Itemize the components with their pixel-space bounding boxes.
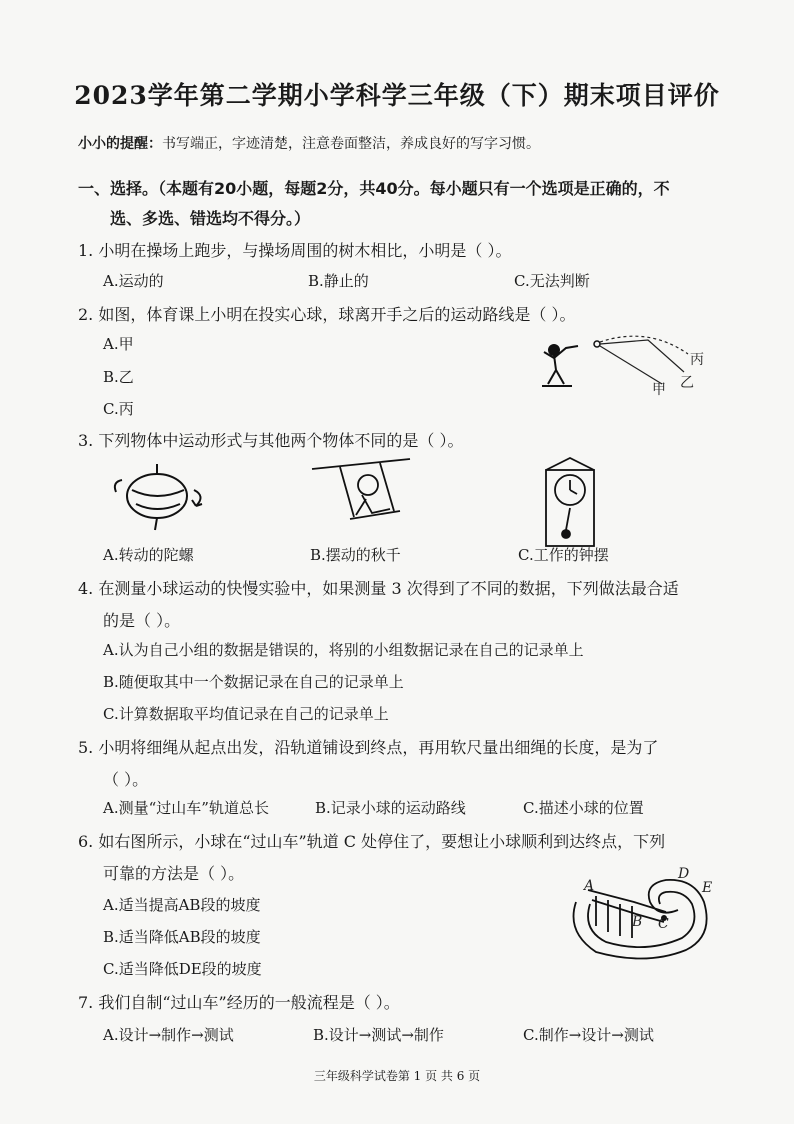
section-heading-line2: 选、多选、错选均不得分。） xyxy=(110,209,311,228)
reminder-label: 小小的提醒： xyxy=(78,136,162,152)
fig-label-e: E xyxy=(702,880,713,896)
fig-label-b: B xyxy=(632,914,643,930)
fig-label-bing: 丙 xyxy=(690,352,704,368)
reminder xyxy=(78,133,540,153)
swing-figure xyxy=(310,455,420,545)
page-footer: 三年级科学试卷第 1 页 共 6 页 xyxy=(313,1069,481,1083)
question-2-option-b: B.乙 xyxy=(103,368,134,386)
question-5-option-b: B.记录小球的运动路线 xyxy=(315,799,466,817)
shot-put-figure xyxy=(538,332,718,402)
question-6-stem-line2: 可靠的方法是（ ）。 xyxy=(103,864,245,883)
question-7-option-a: A.设计→制作→测试 xyxy=(103,1026,234,1044)
fig-label-a: A xyxy=(584,878,595,894)
question-7-option-c: C.制作→设计→测试 xyxy=(523,1026,654,1044)
roller-coaster-figure xyxy=(566,862,716,968)
spinning-top-figure xyxy=(112,460,212,540)
fig-label-jia: 甲 xyxy=(652,382,666,398)
page-title: 2023学年第二学期小学科学三年级（下）期末项目评价 xyxy=(74,81,720,110)
question-7-stem: 7. 我们自制“过山车”经历的一般流程是（ ）。 xyxy=(78,993,400,1012)
question-4-option-a: A.认为自己小组的数据是错误的，将别的小组数据记录在自己的记录单上 xyxy=(103,641,584,659)
fig-label-yi: 乙 xyxy=(680,375,694,391)
reminder-text: 书写端正，字迹清楚，注意卷面整洁，养成良好的写字习惯。 xyxy=(162,136,540,152)
section-heading-line1: 一、选择。（本题有20小题，每题2分，共40分。每小题只有一个选项是正确的，不 xyxy=(78,179,670,198)
question-2-stem: 2. 如图，体育课上小明在投实心球，球离开手之后的运动路线是（ ）。 xyxy=(78,305,576,324)
question-1-option-c: C.无法判断 xyxy=(514,272,590,290)
question-6-stem-line1: 6. 如右图所示，小球在“过山车”轨道 C 处停住了，要想让小球顺利到达终点，下列 xyxy=(78,832,666,851)
question-4-option-c: C.计算数据取平均值记录在自己的记录单上 xyxy=(103,705,389,723)
question-4-option-b: B.随便取其中一个数据记录在自己的记录单上 xyxy=(103,673,404,691)
question-2-option-c: C.丙 xyxy=(103,400,134,418)
question-4-stem-line1: 4. 在测量小球运动的快慢实验中，如果测量 3 次得到了不同的数据，下列做法最合适 xyxy=(78,579,679,598)
pendulum-clock-figure xyxy=(540,456,600,548)
question-3-option-a: A.转动的陀螺 xyxy=(103,546,194,564)
question-5-option-c: C.描述小球的位置 xyxy=(523,799,644,817)
question-5-stem-line1: 5. 小明将细绳从起点出发，沿轨道铺设到终点，再用软尺量出细绳的长度，是为了 xyxy=(78,738,659,757)
question-3-stem: 3. 下列物体中运动形式与其他两个物体不同的是（ ）。 xyxy=(78,431,464,450)
question-3-option-b: B.摆动的秋千 xyxy=(310,546,401,564)
question-5-stem-line2: （ ）。 xyxy=(103,770,149,789)
question-1-option-a: A.运动的 xyxy=(103,272,164,290)
question-5-option-a: A.测量“过山车”轨道总长 xyxy=(103,799,269,817)
question-2-option-a: A.甲 xyxy=(103,335,134,353)
question-4-stem-line2: 的是（ ）。 xyxy=(103,611,181,630)
question-6-option-b: B.适当降低AB段的坡度 xyxy=(103,928,261,946)
question-3-option-c: C.工作的钟摆 xyxy=(518,546,609,564)
fig-label-c: C xyxy=(658,916,669,932)
question-1-option-b: B.静止的 xyxy=(308,272,369,290)
question-6-option-a: A.适当提高AB段的坡度 xyxy=(103,896,261,914)
question-1-stem: 1. 小明在操场上跑步，与操场周围的树木相比，小明是（ ）。 xyxy=(78,241,512,260)
fig-label-d: D xyxy=(678,866,690,882)
question-6-option-c: C.适当降低DE段的坡度 xyxy=(103,960,262,978)
question-7-option-b: B.设计→测试→制作 xyxy=(313,1026,444,1044)
